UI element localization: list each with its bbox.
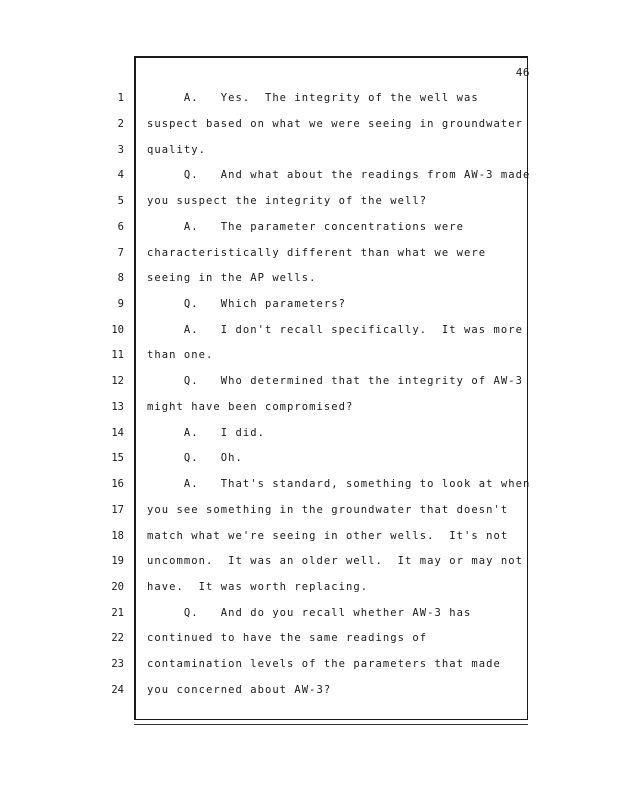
transcript-line: A. The parameter concentrations were [147, 221, 464, 233]
line-number: 22 [111, 632, 124, 644]
transcript-line: Q. And what about the readings from AW-3 made [147, 169, 531, 181]
transcript-line: quality. [147, 144, 206, 156]
line-number: 11 [111, 349, 124, 361]
line-number: 8 [117, 272, 124, 284]
transcript-line: you suspect the integrity of the well? [147, 195, 428, 207]
transcript-line: match what we're seeing in other wells. It's not [147, 530, 509, 542]
transcript-line: contamination levels of the parameters that made [147, 658, 501, 670]
line-number: 24 [111, 684, 124, 696]
line-number: 18 [111, 530, 124, 542]
line-number: 14 [111, 427, 124, 439]
transcript-line: A. I did. [147, 427, 265, 439]
line-number: 12 [111, 375, 124, 387]
line-number: 17 [111, 504, 124, 516]
transcript-line: you concerned about AW-3? [147, 684, 332, 696]
transcript-line: uncommon. It was an older well. It may or may not [147, 555, 523, 567]
transcript-line: A. I don't recall specifically. It was more [147, 324, 523, 336]
page-number: 46 [515, 66, 530, 79]
line-number: 20 [111, 581, 124, 593]
transcript-line: characteristically different than what we were [147, 247, 487, 259]
line-number: 23 [111, 658, 124, 670]
transcript-line: continued to have the same readings of [147, 632, 428, 644]
line-number: 5 [117, 195, 124, 207]
transcript-line: Q. And do you recall whether AW-3 has [147, 607, 472, 619]
line-number: 16 [111, 478, 124, 490]
transcript-line: A. Yes. The integrity of the well was [147, 92, 479, 104]
transcript-line: might have been compromised? [147, 401, 354, 413]
line-number: 7 [117, 247, 124, 259]
transcript-line: Q. Oh. [147, 452, 243, 464]
page-frame-bottom-rule [134, 724, 528, 725]
line-number: 15 [111, 452, 124, 464]
line-number: 3 [117, 144, 124, 156]
line-number: 10 [111, 324, 124, 336]
line-number: 2 [117, 118, 124, 130]
transcript-line: you see something in the groundwater that doesn't [147, 504, 509, 516]
line-number: 19 [111, 555, 124, 567]
line-number: 6 [117, 221, 124, 233]
line-number: 9 [117, 298, 124, 310]
line-number: 13 [111, 401, 124, 413]
transcript-line: suspect based on what we were seeing in groundwater [147, 118, 523, 130]
transcript-line: seeing in the AP wells. [147, 272, 317, 284]
transcript-line: Q. Which parameters? [147, 298, 347, 310]
transcript-line: Q. Who determined that the integrity of AW-3 [147, 375, 523, 387]
line-number: 4 [117, 169, 124, 181]
line-number: 21 [111, 607, 124, 619]
transcript-line: A. That's standard, something to look at when [147, 478, 531, 490]
line-number: 1 [117, 92, 124, 104]
transcript-line: have. It was worth replacing. [147, 581, 369, 593]
transcript-line: than one. [147, 349, 214, 361]
